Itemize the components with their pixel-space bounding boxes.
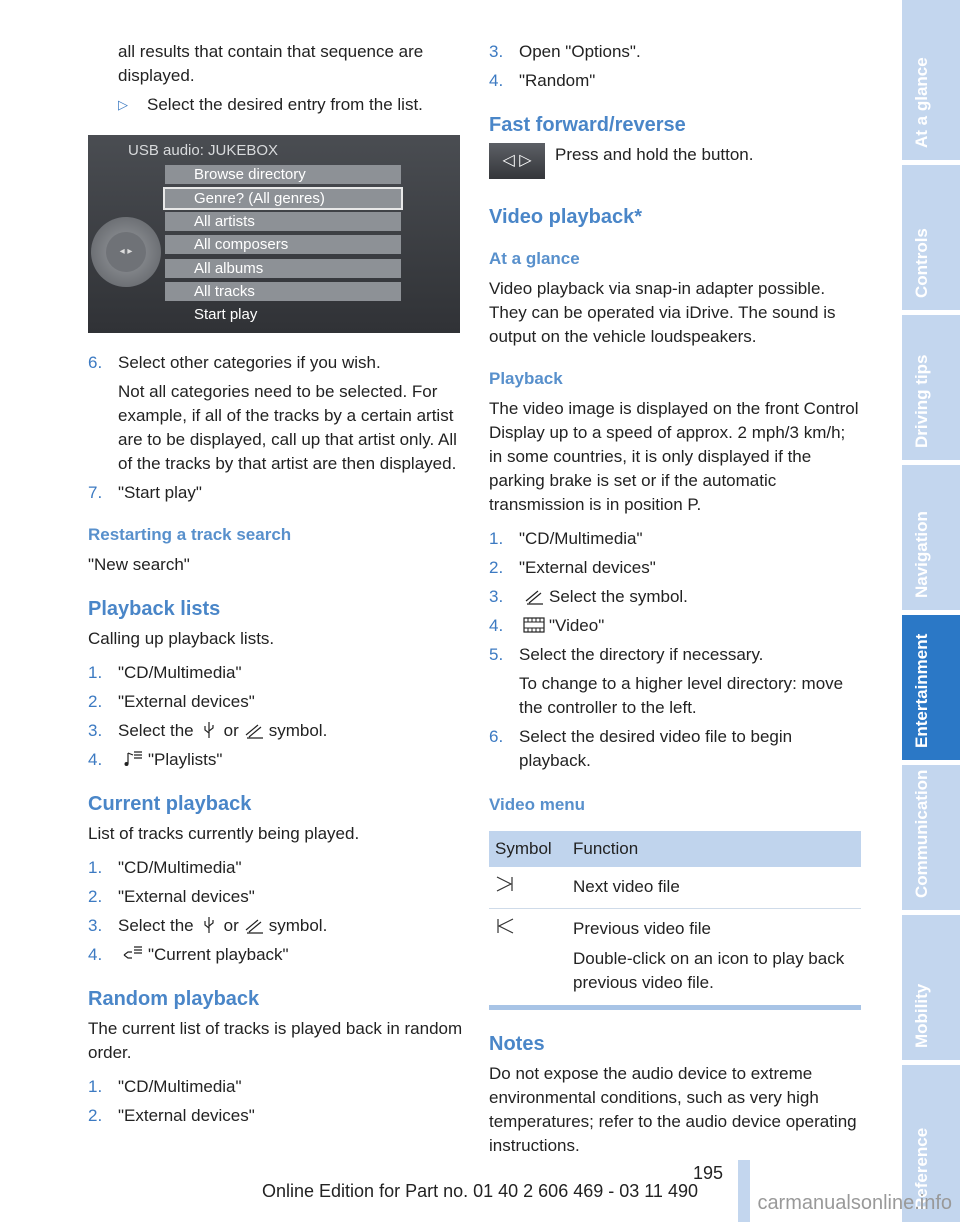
tab-controls[interactable]: Controls	[902, 165, 960, 310]
next-file-icon	[489, 867, 567, 909]
current-playback-heading: Current playback	[88, 793, 252, 815]
current-playback-text: List of tracks currently being played.	[88, 824, 360, 843]
menu-item: Start play	[194, 306, 258, 323]
controller-knob-icon: ◂ ▸	[91, 217, 161, 287]
usb-icon	[198, 916, 220, 934]
restart-heading: Restarting a track search	[88, 525, 292, 544]
step-6: 6. Select other categories if you wish.	[88, 353, 381, 372]
random-step-1: 1. "CD/Multimedia"	[88, 1077, 242, 1096]
step-6-detail: Not all categories need to be selected. For example, if all of the tracks by a certain artist are to be displayed, call up that artist only. All of the tracks by that artist are then displayed.	[118, 382, 457, 473]
watermark: carmanualsonline.info	[757, 1192, 952, 1214]
video-menu-table	[489, 831, 861, 1010]
previous-file-icon	[489, 909, 567, 1008]
footer-text: Online Edition for Part no. 01 40 2 606 469 - 03 11 490	[262, 1181, 698, 1201]
fast-forward-heading: Fast forward/reverse	[489, 114, 686, 136]
playlist-step-2: 2. "External devices"	[88, 692, 255, 711]
left-column	[88, 40, 464, 1133]
right-column	[489, 40, 861, 1158]
playback-heading: Playback	[489, 369, 563, 388]
menu-item: All artists	[165, 212, 401, 231]
at-a-glance-heading: At a glance	[489, 249, 580, 268]
video-step-1: 1. "CD/Multimedia"	[489, 529, 643, 548]
video-step-5: 5. Select the directory if necessary.	[489, 645, 764, 664]
random-step-2: 2. "External devices"	[88, 1106, 255, 1125]
playlist-step-4: 4. "Playlists"	[88, 750, 223, 769]
playlists-heading: Playback lists	[88, 598, 221, 620]
video-menu-heading: Video menu	[489, 795, 586, 814]
triangle-bullet-icon: ▷	[118, 97, 128, 112]
rewind-forward-button-icon: ◁ ▷	[489, 143, 545, 179]
restart-text: "New search"	[88, 555, 190, 574]
video-step-2: 2. "External devices"	[489, 558, 656, 577]
bullet-item: ▷ Select the desired entry from the list.	[88, 93, 464, 117]
intro-text: all results that contain that sequence are displayed.	[118, 42, 424, 85]
audio-device-icon	[523, 587, 545, 605]
step-7: 7. "Start play"	[88, 483, 202, 502]
random-playback-heading: Random playback	[88, 988, 260, 1010]
playlist-step-1: 1. "CD/Multimedia"	[88, 663, 242, 682]
video-step-6: 6. Select the desired video file to begin playback.	[489, 727, 793, 770]
table-header: Symbol Function	[489, 831, 861, 867]
video-playback-heading: Video playback*	[489, 206, 643, 228]
screen-title: USB audio: JUKEBOX	[128, 142, 279, 159]
notes-text: Do not expose the audio device to extreme environmental conditions, such as very high temperatures; refer to the audio device operating instructions.	[489, 1064, 857, 1155]
table-row: Next video file	[489, 867, 861, 909]
menu-item: All albums	[165, 259, 401, 278]
playlist-step-3: 3. Select the or symbol.	[88, 721, 328, 740]
at-a-glance-text: Video playback via snap-in adapter possible. They can be operated via iDrive. The sound is output on the vehicle loudspeakers.	[489, 279, 836, 346]
random-playback-text: The current list of tracks is played back in random order.	[88, 1019, 463, 1062]
usb-icon	[198, 721, 220, 739]
menu-item-selected: Genre? (All genres)	[165, 189, 401, 208]
notes-heading: Notes	[489, 1033, 545, 1055]
tab-mobility[interactable]: Mobility	[902, 915, 960, 1060]
random-step-4: 4. "Random"	[489, 71, 596, 90]
page-number: 195	[693, 1163, 724, 1183]
playback-text: The video image is displayed on the front Control Display up to a speed of approx. 2 mph/3 km/h; in some countries, it is only displayed if the parking brake is set or if the automatic transmission is in position P.	[489, 399, 859, 514]
video-step-4: 4. "Video"	[489, 616, 605, 635]
current-step-2: 2. "External devices"	[88, 887, 255, 906]
current-step-3: 3. Select the or symbol.	[88, 916, 328, 935]
menu-item: Browse directory	[165, 165, 401, 184]
video-step-5-detail: To change to a higher level directory: move the controller to the left.	[519, 674, 844, 717]
current-step-4: 4. "Current playback"	[88, 945, 289, 964]
fast-forward-row	[489, 143, 861, 183]
tab-reference[interactable]: Reference	[902, 1065, 960, 1222]
random-step-3: 3. Open "Options".	[489, 42, 641, 61]
current-step-1: 1. "CD/Multimedia"	[88, 858, 242, 877]
tab-communication[interactable]: Communication	[902, 765, 960, 910]
audio-device-icon	[243, 721, 265, 739]
menu-item: All tracks	[165, 282, 401, 301]
tab-navigation[interactable]: Navigation	[902, 465, 960, 610]
tab-entertainment[interactable]: Entertainment	[902, 615, 960, 760]
audio-device-icon	[243, 916, 265, 934]
video-film-icon	[523, 616, 545, 634]
jukebox-screenshot	[88, 135, 460, 333]
menu-item: All composers	[165, 235, 401, 254]
current-playback-icon	[122, 945, 144, 963]
video-step-3: 3. Select the symbol.	[489, 587, 688, 606]
tab-driving-tips[interactable]: Driving tips	[902, 315, 960, 460]
tab-at-a-glance[interactable]: At a glance	[902, 0, 960, 160]
playlist-icon	[122, 750, 144, 768]
fast-forward-text: Press and hold the button.	[555, 145, 754, 164]
playlists-text: Calling up playback lists.	[88, 629, 275, 648]
table-row: Previous video file Double-click on an icon to play back previous video file.	[489, 909, 861, 1008]
